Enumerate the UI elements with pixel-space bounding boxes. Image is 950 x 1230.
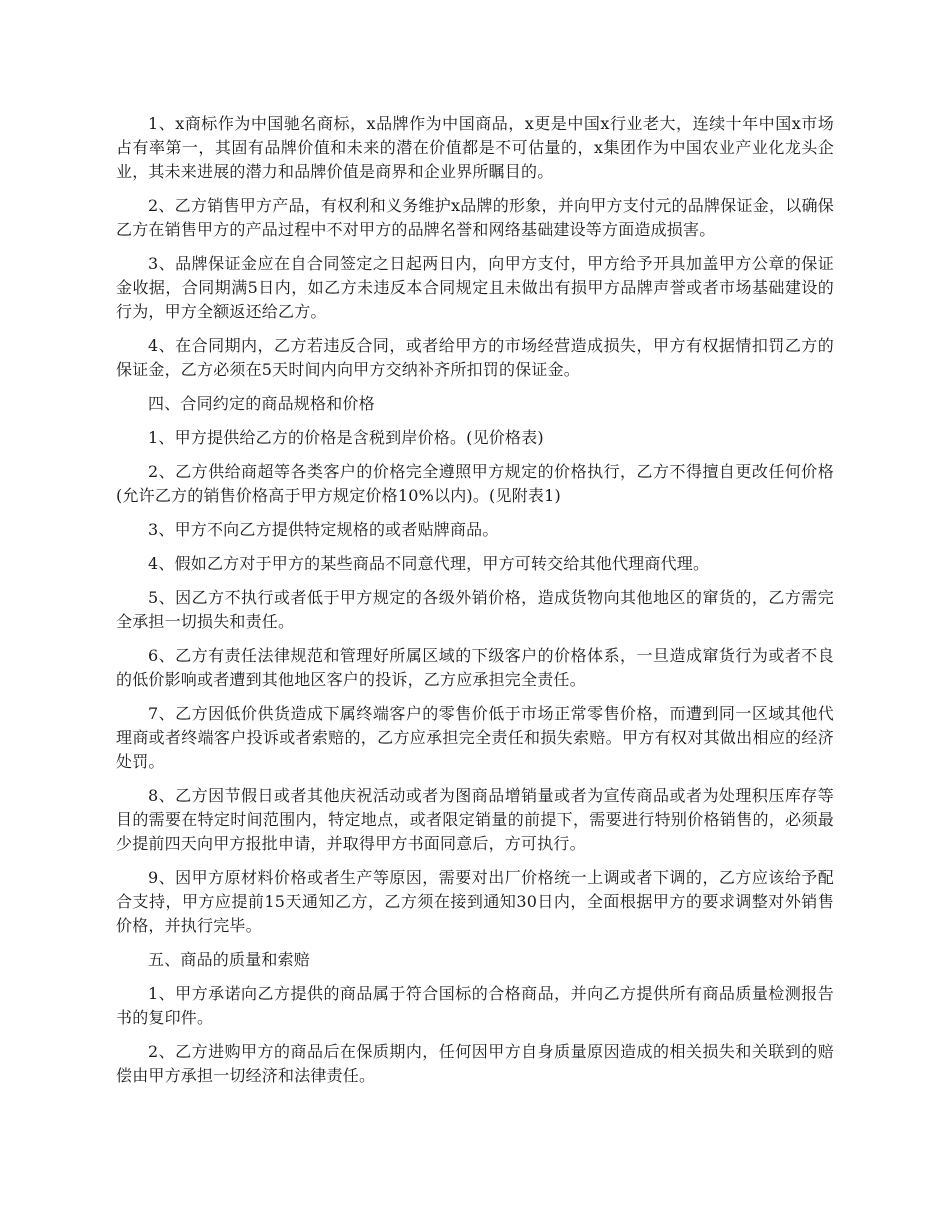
paragraph-brand-value: 1、x商标作为中国驰名商标，x品牌作为中国商品，x更是中国x行业老大，连续十年中国x市场占有率第一，其固有品牌价值和未来的潜在价值都是不可估量的，x集团作为中国农业产业化龙头企业，其未来进展的潜力和品牌价值是商界和企业界所瞩目的。 [116, 114, 834, 181]
paragraph-quality-1: 1、甲方承诺向乙方提供的商品属于符合国标的合格商品，并向乙方提供所有商品质量检测报告书的复印件。 [116, 984, 834, 1027]
paragraph-price-3: 3、甲方不向乙方提供特定规格的或者贴牌商品。 [148, 520, 499, 539]
paragraph-price-5: 5、因乙方不执行或者低于甲方规定的各级外销价格，造成货物向其他地区的窜货的，乙方需完全承担一切损失和责任。 [116, 588, 834, 631]
section-heading-specs-prices: 四、合同约定的商品规格和价格 [148, 394, 375, 413]
paragraph-price-1: 1、甲方提供给乙方的价格是含税到岸价格。(见价格表) [148, 428, 544, 447]
paragraph-quality-2: 2、乙方进购甲方的商品后在保质期内，任何因甲方自身质量原因造成的相关损失和关联到的赔偿由甲方承担一切经济和法律责任。 [116, 1042, 834, 1085]
paragraph-price-6: 6、乙方有责任法律规范和管理好所属区域的下级客户的价格体系，一旦造成窜货行为或者不良的低价影响或者遭到其他地区客户的投诉，乙方应承担完全责任。 [116, 646, 834, 689]
paragraph-price-2: 2、乙方供给商超等各类客户的价格完全遵照甲方规定的价格执行，乙方不得擅自更改任何价格(允许乙方的销售价格高于甲方规定价格10%以内)。(见附表1) [116, 462, 834, 505]
paragraph-deposit-deduction: 4、在合同期内，乙方若违反合同，或者给甲方的市场经营造成损失，甲方有权据情扣罚乙方的保证金，乙方必须在5天时间内向甲方交纳补齐所扣罚的保证金。 [116, 336, 834, 379]
document-page [116, 112, 834, 1098]
paragraph-brand-deposit: 2、乙方销售甲方产品，有权利和义务维护x品牌的形象，并向甲方支付元的品牌保证金，以确保乙方在销售甲方的产品过程中不对甲方的品牌名誉和网络基础建设等方面造成损害。 [116, 196, 834, 239]
section-heading-quality-claims: 五、商品的质量和索赔 [148, 950, 311, 969]
paragraph-deposit-payment: 3、品牌保证金应在自合同签定之日起两日内，向甲方支付，甲方给予开具加盖甲方公章的保证金收据，合同期满5日内，如乙方未违反本合同规定且未做出有损甲方品牌声誉或者市场基础建设的行为，甲方全额返还给乙方。 [116, 254, 834, 321]
paragraph-price-9: 9、因甲方原材料价格或者生产等原因，需要对出厂价格统一上调或者下调的，乙方应该给予配合支持，甲方应提前15天通知乙方，乙方须在接到通知30日内，全面根据甲方的要求调整对外销售价格，并执行完毕。 [116, 868, 834, 935]
paragraph-price-4: 4、假如乙方对于甲方的某些商品不同意代理，甲方可转交给其他代理商代理。 [148, 554, 710, 573]
paragraph-price-7: 7、乙方因低价供货造成下属终端客户的零售价低于市场正常零售价格，而遭到同一区域其他代理商或者终端客户投诉或者索赔的，乙方应承担完全责任和损失索赔。甲方有权对其做出相应的经济处罚。 [116, 704, 834, 771]
paragraph-price-8: 8、乙方因节假日或者其他庆祝活动或者为图商品增销量或者为宣传商品或者为处理积压库存等目的需要在特定时间范围内，特定地点，或者限定销量的前提下，需要进行特别价格销售的，必须最少提前四天向甲方报批申请，并取得甲方书面同意后，方可执行。 [116, 786, 834, 853]
